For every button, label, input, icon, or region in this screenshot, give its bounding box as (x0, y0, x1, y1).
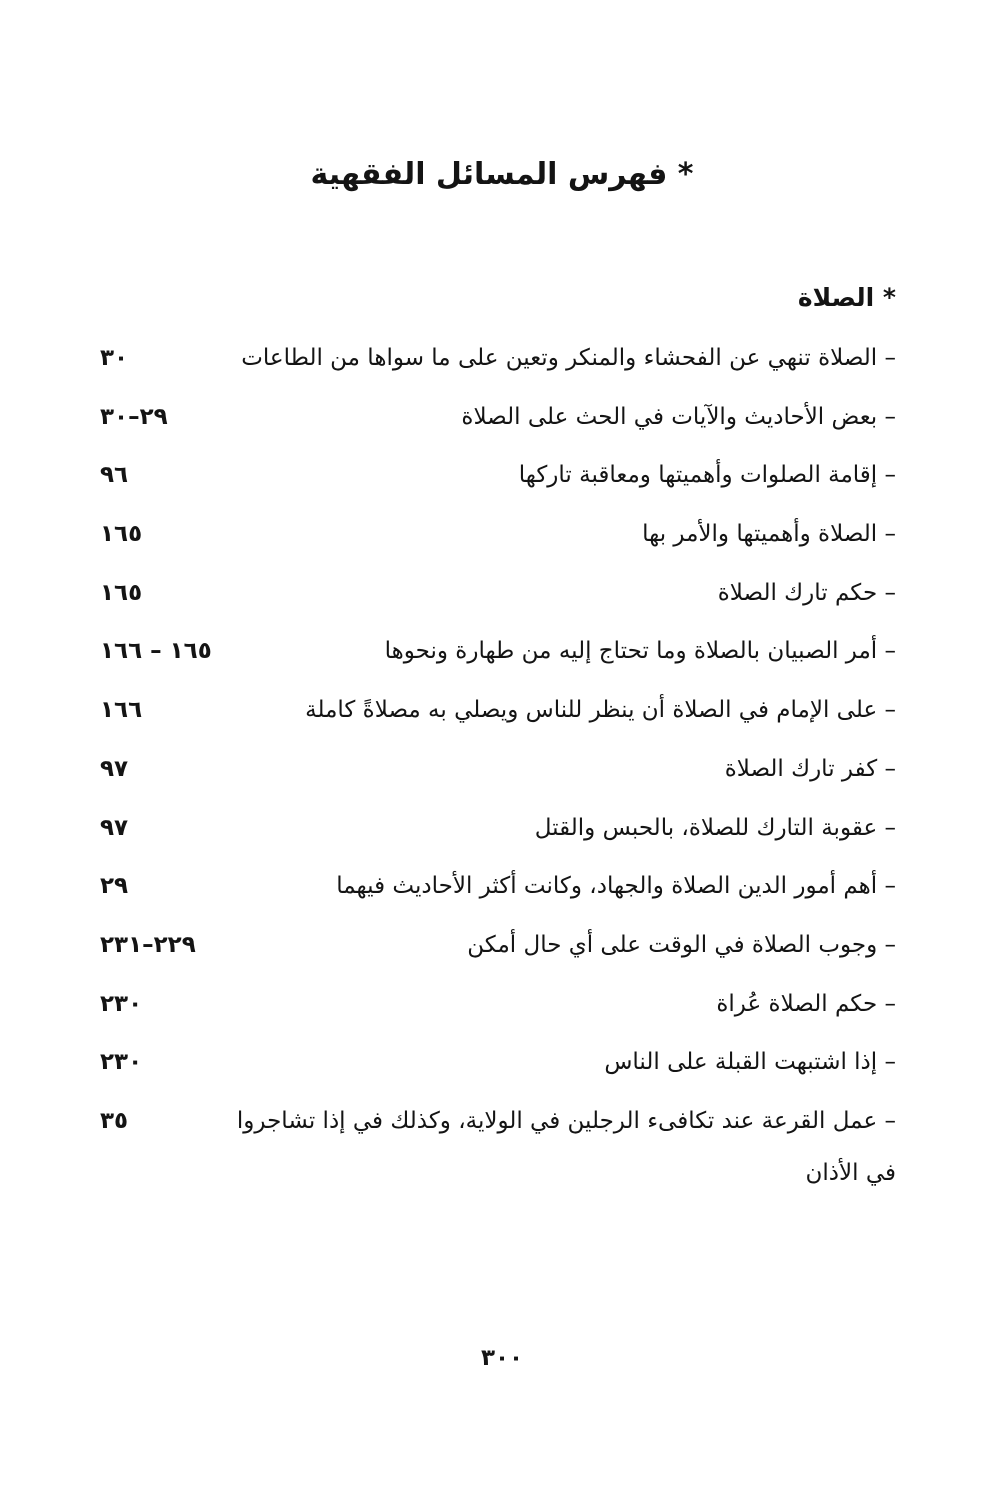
entry-pages: ٢٣٠ (100, 1049, 143, 1076)
index-entries (100, 333, 896, 1186)
index-entry (100, 392, 896, 451)
entry-pages: ٩٧ (100, 755, 129, 782)
page-number: ٣٠٠ (480, 1345, 524, 1371)
entry-text: – كفر تارك الصلاة (724, 755, 896, 782)
page-title: * فهرس المسائل الفقهية (310, 157, 694, 192)
entry-text: – الصلاة تنهي عن الفحشاء والمنكر وتعين على ما سواها من الطاعات (241, 345, 896, 371)
entry-text: – إقامة الصلوات وأهميتها ومعاقبة تاركها (518, 462, 896, 489)
index-entry (100, 568, 896, 627)
section-heading: * الصلاة (797, 283, 896, 312)
entry-pages: ٢٢٩–٢٣١ (100, 931, 196, 958)
entry-text: – وجوب الصلاة في الوقت على أي حال أمكن (467, 931, 896, 958)
index-entry (100, 685, 896, 744)
entry-pages: ٣٥ (100, 1107, 129, 1134)
entry-text: – إذا اشتبهت القبلة على الناس (604, 1049, 896, 1076)
index-entry (100, 979, 896, 1038)
entry-pages: ٣٠ (100, 345, 129, 371)
entry-text: – حكم تارك الصلاة (717, 579, 896, 606)
index-entry (100, 509, 896, 568)
entry-pages: ١٦٥ – ١٦٦ (100, 638, 212, 665)
index-entry (100, 744, 896, 803)
entry-pages: ٩٦ (100, 462, 129, 489)
entry-pages: ١٦٥ (100, 579, 143, 606)
entry-pages: ١٦٥ (100, 521, 143, 548)
entry-text: – الصلاة وأهميتها والأمر بها (642, 521, 896, 548)
index-entry (100, 626, 896, 685)
index-entry (100, 861, 896, 920)
index-entry (100, 920, 896, 979)
entry-text: – أهم أمور الدين الصلاة والجهاد، وكانت أكثر الأحاديث فيهما (336, 873, 896, 900)
entry-pages: ٢٩ (100, 873, 129, 900)
entry-text: – على الإمام في الصلاة أن ينظر للناس ويصلي به مصلاةً كاملة (305, 697, 896, 724)
entry-text: – عمل القرعة عند تكافىء الرجلين في الولاية، وكذلك في إذا تشاجروا (236, 1107, 896, 1134)
entry-text: – أمر الصبيان بالصلاة وما تحتاج إليه من طهارة ونحوها (384, 638, 896, 665)
index-entry (100, 803, 896, 862)
entry-pages: ٢٣٠ (100, 990, 143, 1017)
entry-pages: ٩٧ (100, 814, 129, 841)
index-entry (100, 450, 896, 509)
index-entry (100, 1096, 896, 1186)
entry-text: – عقوبة التارك للصلاة، بالحبس والقتل (534, 814, 896, 841)
index-entry (100, 333, 896, 392)
entry-pages: ٢٩–٣٠ (100, 403, 168, 430)
entry-text: – بعض الأحاديث والآيات في الحث على الصلاة (461, 403, 896, 430)
index-entry (100, 1037, 896, 1096)
entry-text: – حكم الصلاة عُراة (716, 990, 896, 1017)
entry-continuation: في الأذان (805, 1159, 896, 1186)
entry-pages: ١٦٦ (100, 697, 143, 724)
